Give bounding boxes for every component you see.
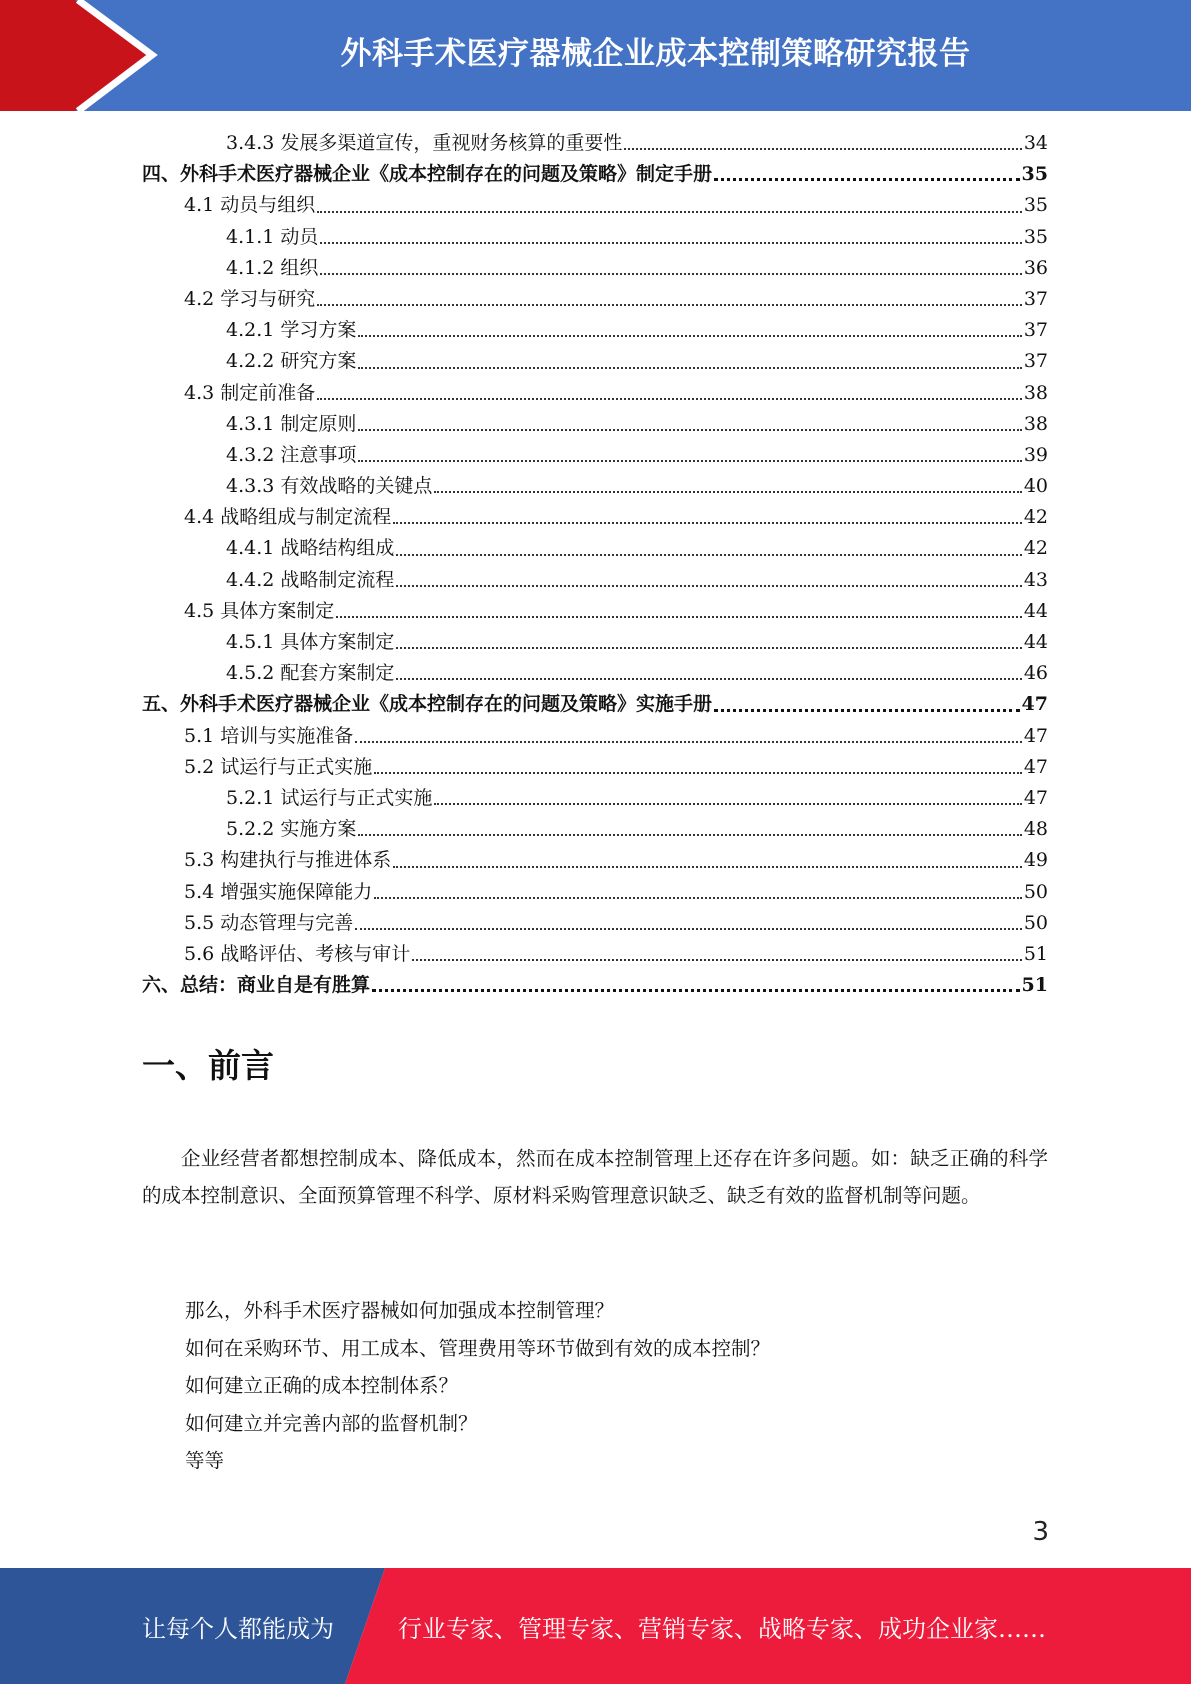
toc-entry[interactable]	[142, 346, 1048, 377]
toc-entry-title: 5.4 增强实施保障能力	[184, 880, 373, 903]
toc-leader-dots	[372, 988, 1020, 992]
toc-leader-dots	[317, 397, 1022, 400]
toc-entry-page: 42	[1023, 537, 1048, 560]
toc-entry[interactable]	[142, 752, 1048, 783]
toc-entry-title: 4.1 动员与组织	[184, 194, 316, 217]
toc-leader-dots	[714, 708, 1020, 712]
toc-leader-dots	[396, 584, 1021, 587]
toc-entry[interactable]	[142, 533, 1048, 564]
table-of-contents	[142, 128, 1048, 1001]
toc-entry-page: 47	[1023, 724, 1048, 747]
toc-entry-title: 5.1 培训与实施准备	[184, 724, 354, 747]
toc-entry-page: 49	[1023, 849, 1048, 872]
section-heading: 一、前言	[142, 1046, 274, 1085]
toc-entry[interactable]	[142, 845, 1048, 876]
toc-entry[interactable]	[142, 378, 1048, 409]
toc-entry-page: 50	[1023, 911, 1048, 934]
page-header	[0, 0, 1191, 111]
page-number: 3	[1032, 1517, 1049, 1547]
toc-leader-dots	[358, 459, 1021, 462]
toc-entry[interactable]	[142, 315, 1048, 346]
toc-entry-title: 4.1.2 组织	[226, 256, 319, 279]
toc-leader-dots	[320, 272, 1021, 275]
toc-entry[interactable]	[142, 970, 1048, 1001]
toc-entry-page: 35	[1023, 225, 1048, 248]
toc-leader-dots	[358, 366, 1021, 369]
toc-entry-title: 4.4.2 战略制定流程	[226, 568, 395, 591]
toc-entry[interactable]	[142, 939, 1048, 970]
toc-entry-title: 4.5 具体方案制定	[184, 599, 335, 622]
toc-entry[interactable]	[142, 596, 1048, 627]
toc-entry-title: 5.5 动态管理与完善	[184, 911, 354, 934]
toc-entry-page: 47	[1021, 693, 1048, 716]
document-title: 外科手术医疗器械企业成本控制策略研究报告	[340, 35, 971, 72]
toc-entry[interactable]	[142, 627, 1048, 658]
toc-leader-dots	[624, 147, 1021, 150]
toc-leader-dots	[434, 490, 1021, 493]
toc-entry-title: 六、总结：商业自是有胜算	[142, 974, 371, 997]
toc-entry[interactable]	[142, 253, 1048, 284]
toc-entry-title: 4.1.1 动员	[226, 225, 319, 248]
question-list	[185, 1292, 770, 1480]
toc-leader-dots	[714, 177, 1020, 181]
toc-entry-title: 4.3.3 有效战略的关键点	[226, 475, 433, 498]
toc-entry-title: 5.2.2 实施方案	[226, 818, 357, 841]
toc-leader-dots	[317, 210, 1022, 213]
toc-leader-dots	[317, 303, 1022, 306]
toc-entry-page: 34	[1023, 132, 1048, 154]
toc-entry[interactable]	[142, 190, 1048, 221]
question-item: 如何建立正确的成本控制体系？	[185, 1374, 459, 1397]
footer-slogan-right: 行业专家、管理专家、营销专家、战略专家、成功企业家……	[398, 1614, 1046, 1643]
toc-entry[interactable]	[142, 502, 1048, 533]
toc-leader-dots	[434, 802, 1021, 805]
toc-entry-page: 44	[1023, 599, 1048, 622]
toc-entry-title: 五、外科手术医疗器械企业《成本控制存在的问题及策略》实施手册	[142, 693, 713, 716]
toc-leader-dots	[396, 677, 1021, 680]
toc-leader-dots	[374, 896, 1022, 899]
toc-entry[interactable]	[142, 409, 1048, 440]
toc-entry[interactable]	[142, 877, 1048, 908]
toc-entry[interactable]	[142, 689, 1048, 720]
page-footer	[0, 1568, 1191, 1684]
toc-leader-dots	[336, 615, 1022, 618]
toc-entry-page: 35	[1021, 163, 1048, 186]
toc-leader-dots	[358, 833, 1021, 836]
question-item: 如何建立并完善内部的监督机制？	[185, 1411, 478, 1435]
toc-entry-title: 4.4 战略组成与制定流程	[184, 506, 392, 529]
toc-leader-dots	[396, 553, 1021, 556]
toc-entry-title: 4.2 学习与研究	[184, 287, 316, 310]
toc-entry-title: 4.2.1 学习方案	[226, 319, 357, 342]
question-item: 等等	[185, 1449, 225, 1472]
toc-entry-page: 37	[1023, 287, 1048, 310]
toc-entry-page: 46	[1023, 662, 1048, 685]
toc-leader-dots	[412, 958, 1022, 961]
toc-entry-title: 4.2.2 研究方案	[226, 350, 357, 373]
toc-entry-page: 40	[1023, 475, 1048, 498]
toc-entry[interactable]	[142, 721, 1048, 752]
toc-entry[interactable]	[142, 565, 1048, 596]
toc-entry[interactable]	[142, 440, 1048, 471]
toc-entry-title: 4.5.1 具体方案制定	[226, 631, 395, 653]
toc-entry-title: 4.5.2 配套方案制定	[226, 662, 395, 685]
toc-entry-page: 42	[1023, 506, 1048, 529]
toc-leader-dots	[320, 241, 1021, 244]
toc-entry-page: 43	[1023, 568, 1048, 591]
toc-entry-page: 36	[1023, 256, 1048, 279]
toc-entry[interactable]	[142, 222, 1048, 253]
toc-entry[interactable]	[142, 814, 1048, 845]
toc-leader-dots	[355, 927, 1022, 930]
toc-entry-title: 3.4.3 发展多渠道宣传，重视财务核算的重要性	[226, 132, 623, 154]
toc-entry[interactable]	[142, 658, 1048, 689]
toc-entry-page: 39	[1023, 443, 1048, 466]
toc-entry-title: 5.6 战略评估、考核与审计	[184, 942, 411, 965]
toc-entry-page: 47	[1023, 755, 1048, 778]
toc-leader-dots	[393, 521, 1022, 524]
toc-entry[interactable]	[142, 471, 1048, 502]
toc-leader-dots	[396, 646, 1021, 649]
toc-entry-page: 44	[1023, 631, 1048, 653]
toc-entry[interactable]	[142, 783, 1048, 814]
toc-entry[interactable]	[142, 284, 1048, 315]
toc-entry-page: 38	[1023, 381, 1048, 404]
footer-slogan-left: 让每个人都能成为	[142, 1614, 334, 1643]
toc-entry-title: 4.3.1 制定原则	[226, 412, 357, 435]
toc-entry-page: 37	[1023, 350, 1048, 373]
toc-entry-page: 37	[1023, 319, 1048, 342]
toc-entry-title: 4.3.2 注意事项	[226, 443, 357, 466]
question-item: 如何在采购环节、用工成本、管理费用等环节做到有效的成本控制？	[185, 1336, 771, 1360]
toc-entry-title: 4.4.1 战略结构组成	[226, 537, 395, 560]
toc-entry-page: 38	[1023, 412, 1048, 435]
toc-entry-page: 47	[1023, 786, 1048, 809]
toc-entry-title: 5.2.1 试运行与正式实施	[226, 786, 433, 809]
toc-entry-page: 50	[1023, 880, 1048, 903]
toc-entry-title: 4.3 制定前准备	[184, 381, 316, 404]
toc-leader-dots	[393, 865, 1022, 868]
toc-entry-page: 35	[1023, 194, 1048, 217]
toc-leader-dots	[355, 740, 1022, 743]
toc-entry-page: 48	[1023, 818, 1048, 841]
toc-leader-dots	[374, 771, 1022, 774]
toc-entry-title: 5.2 试运行与正式实施	[184, 755, 373, 778]
question-item: 那么，外科手术医疗器械如何加强成本控制管理？	[185, 1299, 615, 1322]
toc-entry-title: 四、外科手术医疗器械企业《成本控制存在的问题及策略》制定手册	[142, 163, 713, 186]
toc-entry-page: 51	[1023, 942, 1048, 965]
toc-entry-title: 5.3 构建执行与推进体系	[184, 849, 392, 872]
toc-entry[interactable]	[142, 128, 1048, 159]
toc-entry[interactable]	[142, 159, 1048, 190]
toc-entry-page: 51	[1021, 974, 1048, 997]
toc-entry[interactable]	[142, 908, 1048, 939]
toc-leader-dots	[358, 428, 1021, 431]
intro-paragraph: 企业经营者都想控制成本、降低成本，然而在成本控制管理上还存在许多问题。如：缺乏正确的科学的成本控制意识、全面预算管理不科学、原材料采购管理意识缺乏、缺乏有效的监督机制等问题。	[142, 1147, 1048, 1207]
toc-leader-dots	[358, 334, 1021, 337]
